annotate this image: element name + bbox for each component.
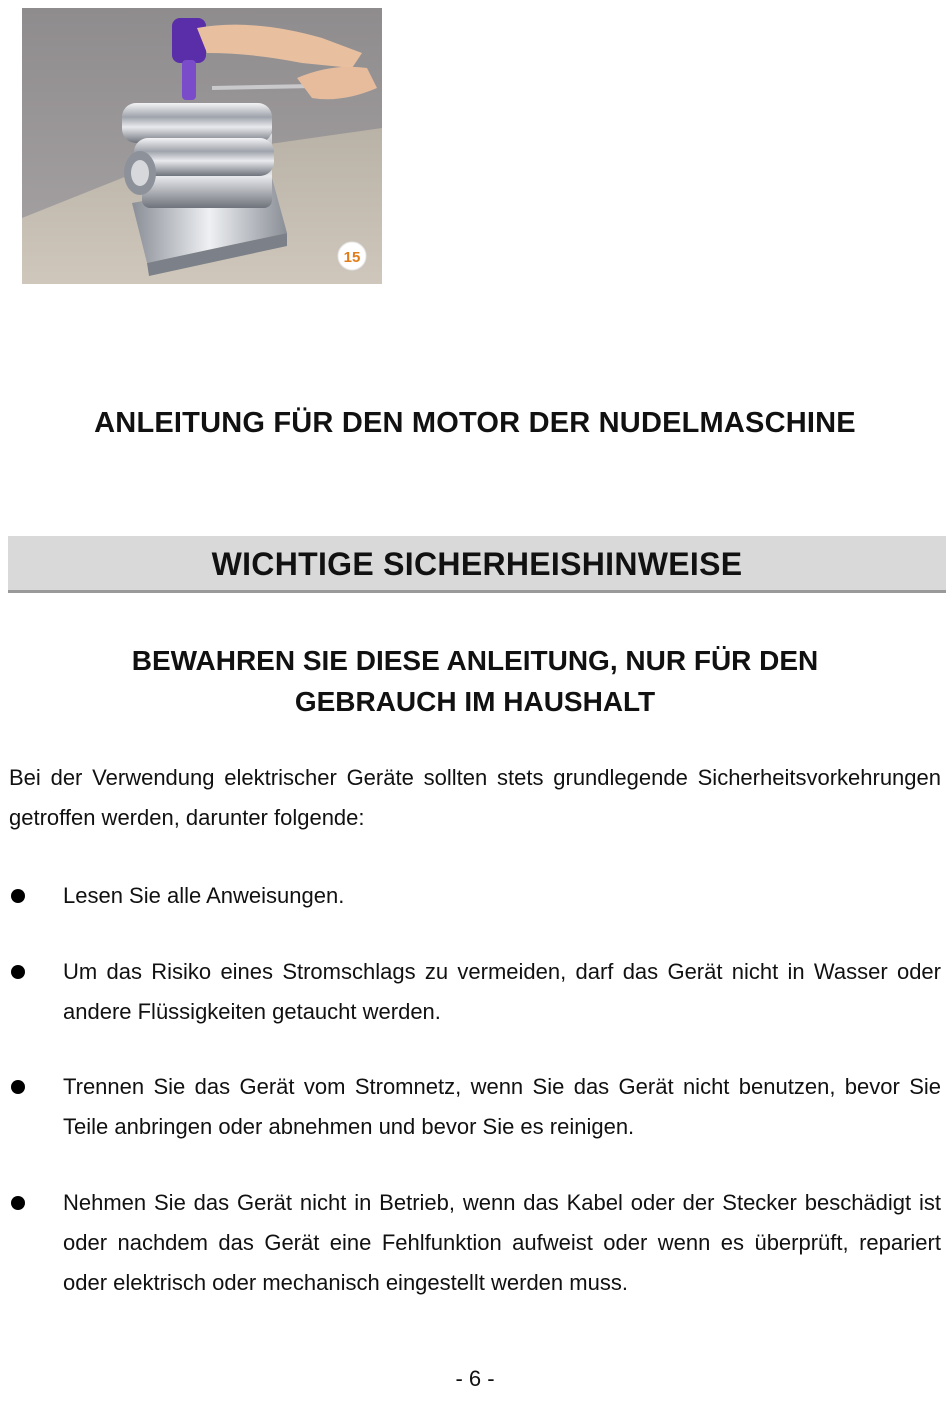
bullet-dot-icon	[11, 1196, 25, 1210]
banner-title: WICHTIGE SICHERHEISHINWEISE	[211, 546, 743, 582]
bullet-item	[9, 1067, 941, 1147]
safety-banner	[8, 536, 946, 593]
intro-paragraph: Bei der Verwendung elektrischer Geräte sollten stets grundlegende Sicherheitsvorkehrungen getroffen werden, darunter folgende:	[9, 765, 941, 830]
bullet-item	[9, 1183, 941, 1303]
bullet-item	[9, 876, 941, 916]
subtitle-line-2: GEBRAUCH IM HAUSHALT	[294, 686, 656, 717]
bullet-text: Trennen Sie das Gerät vom Stromnetz, wenn Sie das Gerät nicht benutzen, bevor Sie Teile anbringen oder abnehmen und bevor Sie es reinigen.	[63, 1074, 941, 1139]
bullet-text: Um das Risiko eines Stromschlags zu vermeiden, darf das Gerät nicht in Wasser oder andere Flüssigkeiten getaucht werden.	[63, 959, 941, 1024]
bullet-text: Nehmen Sie das Gerät nicht in Betrieb, wenn das Kabel oder der Stecker beschädigt ist oder nachdem das Gerät eine Fehlfunktion aufweist oder wenn es überprüft, repariert oder elektrisch oder mechanisch eingestellt werden muss.	[63, 1190, 941, 1295]
subtitle	[60, 640, 890, 722]
bullet-dot-icon	[11, 965, 25, 979]
bullet-text: Lesen Sie alle Anweisungen.	[63, 883, 345, 908]
bullet-item	[9, 952, 941, 1032]
page-number: - 6 -	[455, 1366, 495, 1391]
bullet-dot-icon	[11, 889, 25, 903]
subtitle-line-1: BEWAHREN SIE DIESE ANLEITUNG, NUR FÜR DEN	[131, 645, 819, 676]
pasta-machine-photo	[22, 8, 382, 284]
step-badge: 15	[343, 249, 361, 266]
bullet-dot-icon	[11, 1080, 25, 1094]
document-title: ANLEITUNG FÜR DEN MOTOR DER NUDELMASCHINE	[94, 407, 856, 439]
